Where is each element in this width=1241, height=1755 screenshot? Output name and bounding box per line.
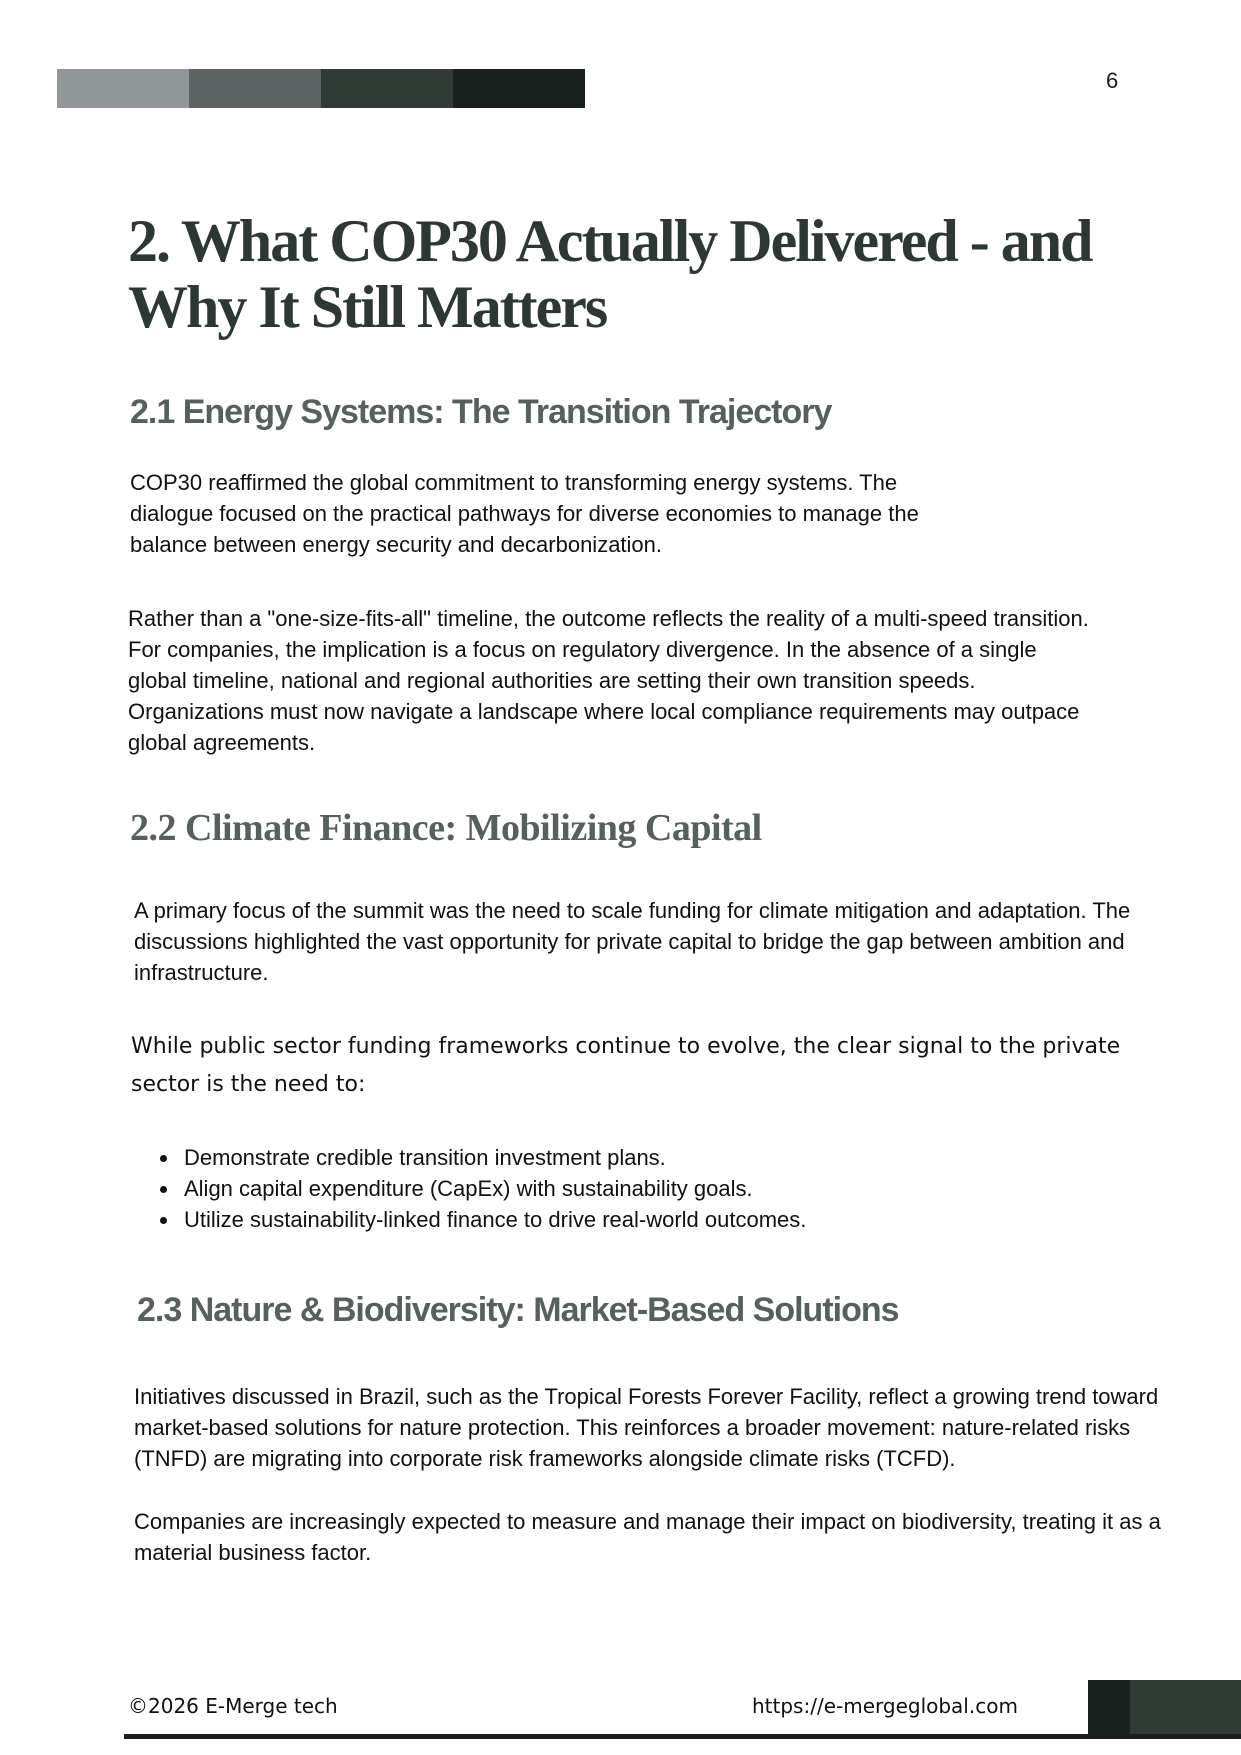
section-2-3-paragraph-1: Initiatives discussed in Brazil, such as the Tropical Forests Forever Facility, reflect a growing trend toward market-based solutions for nature protection. This reinforces a broader movement: nature-related risks (TNFD) are migrating into corporate risk frameworks alongside climate risks (TCFD). [134, 1384, 1159, 1471]
page-number: 6 [1106, 68, 1119, 93]
section-2-3-paragraph-2: Companies are increasingly expected to measure and manage their impact on biodiversity, treating it as a material business factor. [134, 1509, 1161, 1565]
section-2-1-paragraph-2: Rather than a "one-size-fits-all" timeline, the outcome reflects the reality of a multi-speed transition. For companies, the implication is a focus on regulatory divergence. In the absence of a single global timeline, national and regional authorities are setting their own transition speeds. Organizations must now navigate a landscape where local compliance requirements may outpace global agreements. [128, 606, 1089, 755]
footer-copyright: ©2026 E-Merge tech [128, 1694, 338, 1718]
section-2-1-paragraph-1: COP30 reaffirmed the global commitment to transforming energy systems. The dialogue focused on the practical pathways for diverse economies to manage the balance between energy security and decarbonization. [130, 470, 919, 557]
list-item: • Utilize sustainability-linked finance to drive real-world outcomes. [180, 1204, 806, 1235]
header-bar-3 [321, 69, 453, 108]
section-heading-2-1: 2.1 Energy Systems: The Transition Trajectory [130, 393, 832, 431]
section-2-2-bullet-list [154, 1142, 806, 1235]
footer-url[interactable]: https://e-mergeglobal.com [752, 1694, 1018, 1718]
section-heading-2-3: 2.3 Nature & Biodiversity: Market-Based Solutions [137, 1291, 899, 1329]
footer-block-1 [1088, 1680, 1130, 1734]
header-bar-1 [57, 69, 189, 108]
list-item: • Demonstrate credible transition investment plans. [180, 1142, 806, 1173]
footer-block-2 [1130, 1680, 1241, 1734]
header-bar-4 [453, 69, 585, 108]
list-item: • Align capital expenditure (CapEx) with sustainability goals. [180, 1173, 806, 1204]
section-2-2-paragraph-1: A primary focus of the summit was the need to scale funding for climate mitigation and adaptation. The discussions highlighted the vast opportunity for private capital to bridge the gap between ambition and infrastructure. [134, 898, 1131, 985]
section-2-2-paragraph-2: While public sector funding frameworks continue to evolve, the clear signal to the private sector is the need to: [131, 1034, 1121, 1097]
page-title: 2. What COP30 Actually Delivered - and Why It Still Matters [128, 208, 1092, 340]
section-heading-2-2: 2.2 Climate Finance: Mobilizing Capital [130, 807, 762, 849]
header-bar-2 [189, 69, 321, 108]
footer-divider [124, 1734, 1241, 1739]
